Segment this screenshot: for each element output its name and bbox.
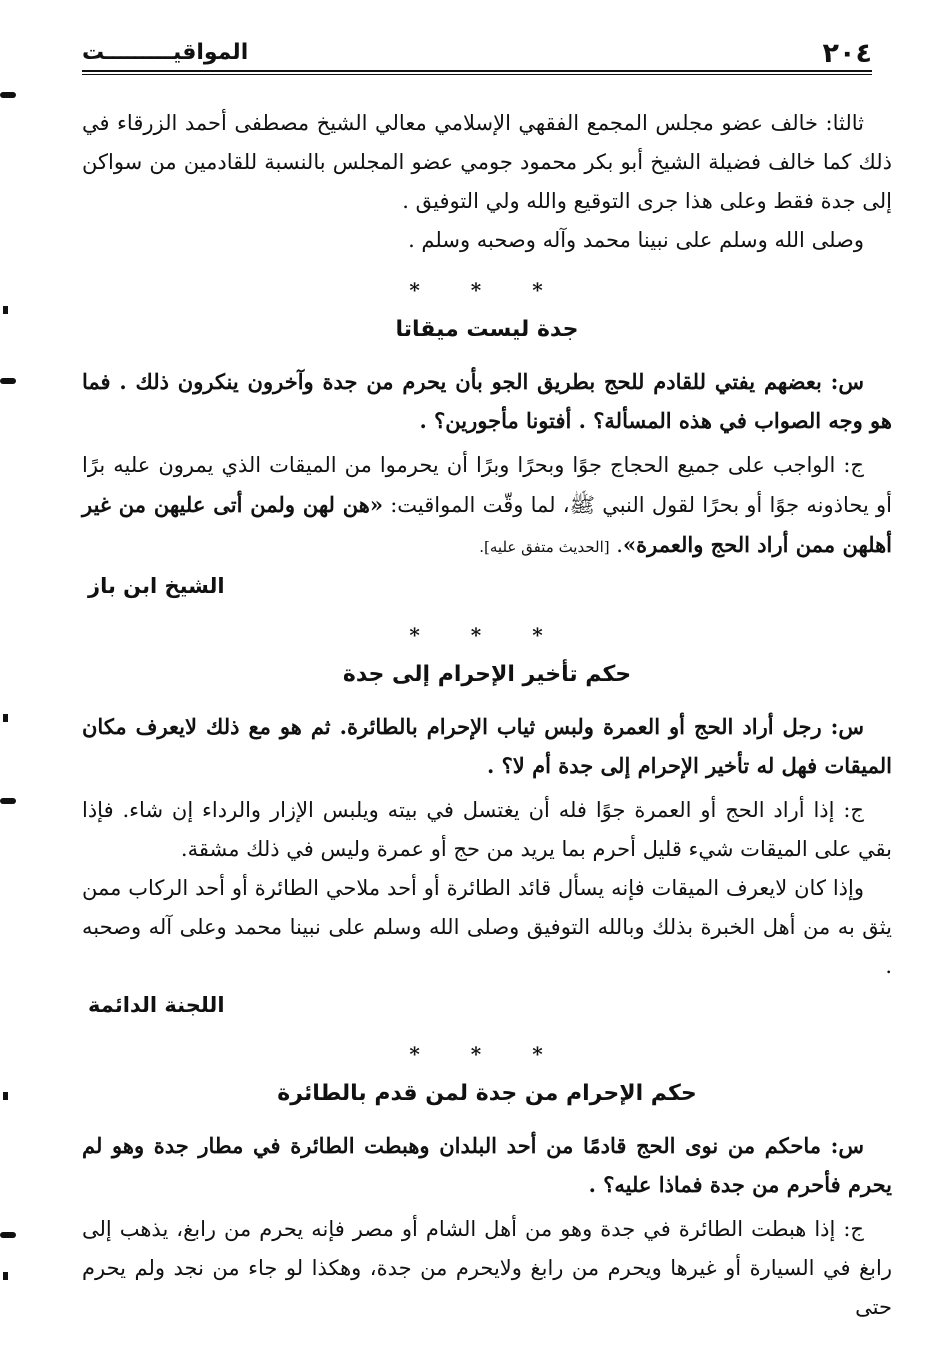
header-rule: [82, 74, 872, 75]
separator-stars: * * *: [409, 1042, 565, 1066]
answer-2: ج: إذا أراد الحج أو العمرة جوًا فله أن يغتسل في بيته ويلبس الإزار والرداء إن شاء. فإذا بقي على الميقات شيء قليل أحرم بما يريد من حج أو عمرة وليس في ذلك مشقة.: [82, 798, 892, 861]
paragraph-third-point: ثالثا: خالف عضو مجلس المجمع الفقهي الإسلامي معالي الشيخ مصطفى أحمد الزرقاء في ذلك كما خالف فضيلة الشيخ أبو بكر محمود جومي عضو المجلس بالنسبة للقادمين من سواكن إلى جدة فقط وعلى هذا جرى التوقيع والله ولي التوفيق .: [82, 111, 892, 213]
question-3: س: ماحكم من نوى الحج قادمًا من أحد البلدان وهبطت الطائرة في مطار جدة وهو لم يحرم فأحرم من جدة فماذا عليه؟ .: [82, 1133, 892, 1197]
separator-stars: * * *: [409, 278, 565, 302]
running-title: المواقيـــــــــت: [82, 40, 249, 65]
signature-permanent-committee: اللجنة الدائمة: [88, 993, 225, 1017]
question-2: س: رجل أراد الحج أو العمرة ولبس ثياب الإحرام بالطائرة. ثم هو مع ذلك لايعرف مكان الميقات فهل له تأخير الإحرام إلى جدة أم لا؟ .: [82, 714, 892, 778]
answer-1-text: ج: الواجب على جميع الحجاج جوًا وبحرًا وبرًا أن يحرموا من الميقات الذي يمرون عليه برًا أو يحاذونه جوًا أو بحرًا لقول النبي ﷺ، لما وقّت المواقيت:: [82, 453, 893, 517]
signature-ibn-baz: الشيخ ابن باز: [88, 574, 225, 598]
separator-stars: * * *: [409, 623, 565, 647]
page-body: [82, 104, 892, 1327]
section-heading-jeddah-not-miqat: جدة ليست ميقاتا: [395, 317, 579, 342]
answer-1-hadith: «هن لهن ولمن أتى عليهن من غير أهلهن ممن أراد الحج والعمرة»: [82, 492, 892, 557]
scan-edge-mark: [0, 378, 16, 384]
section-heading-ihram-from-jeddah: حكم الإحرام من جدة لمن قدم بالطائرة: [277, 1081, 697, 1106]
scan-edge-mark: [3, 1092, 8, 1100]
scan-edge-mark: [0, 92, 16, 98]
scan-edge-mark: [0, 1232, 16, 1238]
scan-edge-mark: [3, 714, 8, 722]
answer-1: [82, 446, 892, 567]
answer-2-continued: وإذا كان لايعرف الميقات فإنه يسأل قائد الطائرة أو أحد ملاحي الطائرة أو أحد الركاب ممن يثق به من أهل الخبرة بذلك وبالله التوفيق وصلى الله وسلم على نبينا محمد وعلى آله وصحبه .: [82, 876, 892, 978]
page-header: [82, 38, 872, 72]
scan-edge-mark: [3, 306, 8, 314]
section-heading-delay-ihram: حكم تأخير الإحرام إلى جدة: [342, 662, 632, 687]
question-1: س: بعضهم يفتي للقادم للحج بطريق الجو بأن يحرم من جدة وآخرون ينكرون ذلك . فما هو وجه الصواب في هذه المسألة؟ . أفتونا مأجورين؟ .: [82, 369, 892, 433]
answer-1-end: .: [609, 533, 623, 557]
page-number: ٢٠٤: [822, 38, 872, 69]
scan-edge-mark: [0, 798, 16, 804]
answer-1-reference: [الحديث متفق عليه].: [479, 538, 610, 556]
answer-3: ج: إذا هبطت الطائرة في جدة وهو من أهل الشام أو مصر فإنه يحرم من رابغ، يذهب إلى رابغ في السيارة أو غيرها ويحرم من رابغ ولايحرم من جدة، وهكذا لو جاء من نجد ولم يحرم حتى: [82, 1217, 892, 1319]
scan-edge-mark: [3, 1272, 8, 1280]
paragraph-closing-prayer: وصلى الله وسلم على نبينا محمد وآله وصحبه وسلم .: [408, 228, 864, 252]
